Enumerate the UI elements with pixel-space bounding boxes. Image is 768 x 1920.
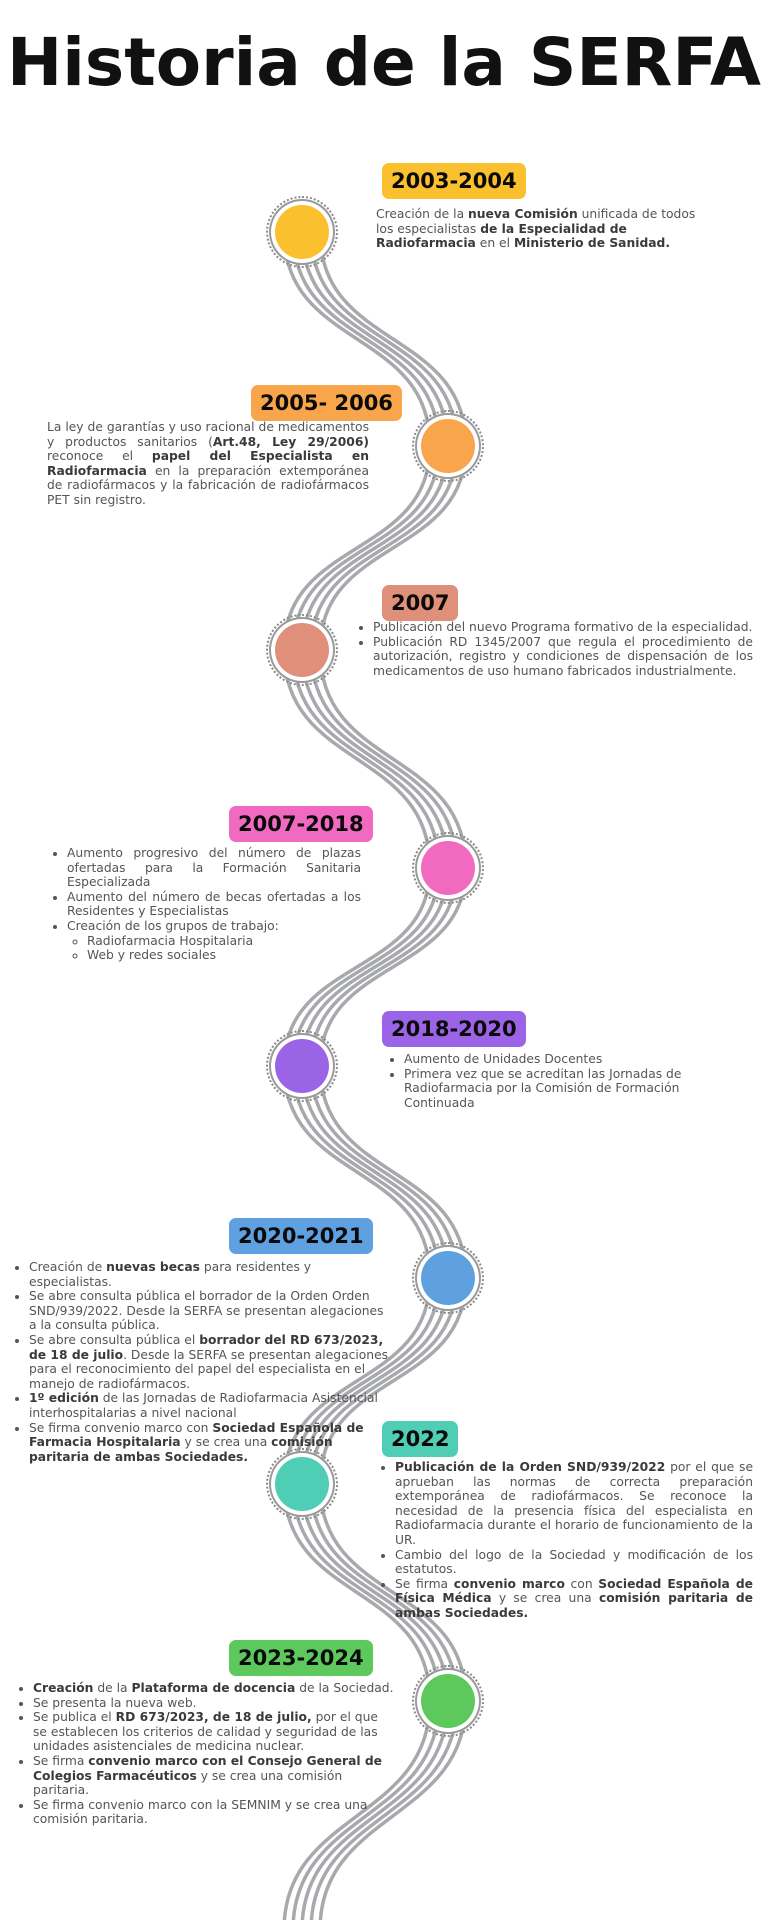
text-run: reconoce el	[47, 449, 152, 464]
timeline-node-2005-2006	[421, 419, 475, 473]
text-run: de la Sociedad.	[295, 1681, 394, 1695]
text-run: La ley de garantías y uso racional de medicamentos y productos sanitarios (	[47, 420, 369, 449]
event-list	[353, 620, 753, 678]
emphasis-text: Creación	[33, 1681, 94, 1695]
page-title: Historia de la SERFA	[7, 24, 761, 101]
emphasis-text: Art.48, Ley 29/2006)	[212, 434, 369, 449]
emphasis-text: RD 673/2023, de 18 de julio,	[115, 1710, 312, 1725]
event-item	[33, 1696, 395, 1711]
timeline-node-2007-2018	[421, 841, 475, 895]
year-badge-2022: 2022	[382, 1421, 458, 1457]
text-run: y se crea una comisión paritaria.	[33, 1768, 343, 1798]
timeline-node-2003-2004	[275, 205, 329, 259]
timeline-node-2020-2021	[421, 1251, 475, 1305]
text-run: Aumento del número de becas ofertadas a los Residentes y Especialistas	[67, 889, 361, 919]
year-badge-2003-2004: 2003-2004	[382, 163, 526, 199]
event-text-2020-2021	[9, 1260, 389, 1464]
text-run: por el que se establecen los criterios de calidad y seguridad de las unidades asistenciales de medicina nuclear.	[33, 1710, 378, 1754]
text-run: Publicación RD 1345/2007 que regula el procedimiento de autorización, registro y condiciones de dispensación de los medicamentos de uso humano fabricados industrialmente.	[373, 634, 753, 678]
year-badge-2020-2021: 2020-2021	[229, 1218, 373, 1254]
event-item	[67, 890, 361, 919]
emphasis-text: comisión paritaria de ambas Sociedades.	[395, 1591, 753, 1620]
event-text-2023-2024	[13, 1681, 395, 1827]
event-list	[9, 1260, 389, 1464]
text-run: Se firma	[33, 1753, 89, 1768]
emphasis-text: convenio marco	[453, 1576, 565, 1591]
event-list	[375, 1460, 753, 1621]
text-run: . Desde la SERFA se presentan alegaciones para el reconocimiento del papel del especialista en el manejo de radiofármacos.	[29, 1347, 389, 1391]
text-run: en el	[475, 236, 514, 251]
event-text-2018-2020	[384, 1052, 700, 1110]
event-list	[47, 846, 361, 963]
text-run: Se firma	[395, 1576, 454, 1591]
text-run: de la	[93, 1681, 132, 1695]
event-item	[404, 1052, 700, 1067]
event-list	[13, 1681, 395, 1827]
emphasis-text: Sociedad Española de Farmacia Hospitalaria	[29, 1420, 364, 1450]
text-run: Web y redes sociales	[87, 948, 216, 963]
text-run: Se abre consulta pública el	[29, 1332, 200, 1347]
emphasis-text: Sociedad Española de Física Médica	[395, 1576, 753, 1606]
event-item	[373, 635, 753, 679]
text-run: con	[564, 1576, 599, 1591]
text-run: Creación de los grupos de trabajo:	[67, 918, 279, 933]
event-subitem	[87, 934, 361, 949]
event-item	[67, 919, 361, 963]
emphasis-text: nueva Comisión	[468, 207, 578, 221]
text-run: Cambio del logo de la Sociedad y modificación de los estatutos.	[395, 1547, 753, 1577]
event-item	[373, 620, 753, 635]
event-item	[67, 846, 361, 890]
text-run: Se firma convenio marco con	[29, 1420, 213, 1435]
event-item	[33, 1798, 395, 1827]
text-run: por el que se aprueban las normas de correcta preparación extemporánea de radiofármacos. Se reconoce la necesidad de la presencia física del especialista en Radiofarmacia durante el horario de funcionamiento de la UR.	[395, 1460, 754, 1547]
year-badge-2005-2006: 2005- 2006	[251, 385, 402, 421]
text-run: y se crea una	[491, 1591, 599, 1606]
emphasis-text: de la Especialidad de Radiofarmacia	[376, 221, 627, 251]
text-run: de las Jornadas de Radiofarmacia Asistencial interhospitalarias a nivel nacional	[29, 1391, 378, 1420]
text-run: Creación de la	[376, 207, 469, 221]
text-run: en la preparación extemporánea de radiofármacos y la fabricación de radiofármacos PET sin registro.	[47, 463, 369, 507]
event-item	[29, 1289, 389, 1333]
text-run: Se presenta la nueva web.	[33, 1695, 197, 1710]
text-run: Se publica el	[33, 1710, 116, 1725]
text-run: Primera vez que se acreditan las Jornadas de Radiofarmacia por la Comisión de Formación Continuada	[404, 1066, 682, 1110]
emphasis-text: borrador del RD 673/2023, de 18 de julio	[29, 1332, 384, 1362]
text-run: Aumento progresivo del número de plazas ofertadas para la Formación Sanitaria Especializada	[67, 846, 361, 890]
emphasis-text: papel del Especialista en Radiofarmacia	[47, 449, 369, 478]
event-item	[29, 1333, 389, 1391]
text-run: y se crea una	[180, 1435, 272, 1450]
emphasis-text: convenio marco con el Consejo General de Colegios Farmacéuticos	[33, 1753, 383, 1783]
emphasis-text: Plataforma de docencia	[131, 1681, 296, 1695]
timeline-node-2022	[275, 1457, 329, 1511]
text-run: Radiofarmacia Hospitalaria	[87, 933, 254, 948]
text-run: Creación de	[29, 1260, 107, 1274]
event-text-2005-2006	[47, 420, 369, 508]
text-run: Publicación del nuevo Programa formativo de la especialidad.	[373, 620, 753, 634]
event-text-2007	[353, 620, 753, 678]
event-item	[29, 1421, 389, 1465]
text-run: Se abre consulta pública el borrador de la Orden Orden SND/939/2022. Desde la SERFA se presentan alegaciones a la consulta pública.	[29, 1289, 384, 1333]
event-item	[395, 1548, 753, 1577]
year-badge-2007-2018: 2007-2018	[229, 806, 373, 842]
event-text-2022	[375, 1460, 753, 1621]
emphasis-text: comisión paritaria de ambas Sociedades.	[29, 1435, 333, 1464]
emphasis-text: Ministerio de Sanidad.	[513, 236, 671, 251]
event-text-2007-2018	[47, 846, 361, 963]
timeline-node-2023-2024	[421, 1674, 475, 1728]
event-subitem	[87, 948, 361, 963]
text-run: Aumento de Unidades Docentes	[404, 1052, 603, 1066]
year-badge-2018-2020: 2018-2020	[382, 1011, 526, 1047]
emphasis-text: Publicación de la Orden SND/939/2022	[395, 1460, 666, 1474]
event-list	[384, 1052, 700, 1110]
event-paragraph	[376, 207, 709, 251]
event-item	[29, 1391, 389, 1420]
emphasis-text: nuevas becas	[106, 1260, 200, 1274]
timeline-node-2007	[275, 623, 329, 677]
event-text-2003-2004	[376, 207, 709, 251]
event-paragraph	[47, 420, 369, 508]
event-item	[33, 1710, 395, 1754]
event-item	[33, 1754, 395, 1798]
year-badge-2023-2024: 2023-2024	[229, 1640, 373, 1676]
emphasis-text: 1º edición	[29, 1391, 99, 1406]
event-sublist	[67, 934, 361, 963]
text-run: para residentes y especialistas.	[29, 1260, 312, 1289]
event-item	[29, 1260, 389, 1289]
event-item	[404, 1067, 700, 1111]
event-item	[33, 1681, 395, 1696]
event-item	[395, 1577, 753, 1621]
timeline-node-2018-2020	[275, 1039, 329, 1093]
event-item	[395, 1460, 753, 1548]
text-run: unificada de todos los especialistas	[376, 207, 696, 236]
text-run: Se firma convenio marco con la SEMNIM y se crea una comisión paritaria.	[33, 1797, 368, 1827]
year-badge-2007: 2007	[382, 585, 458, 621]
